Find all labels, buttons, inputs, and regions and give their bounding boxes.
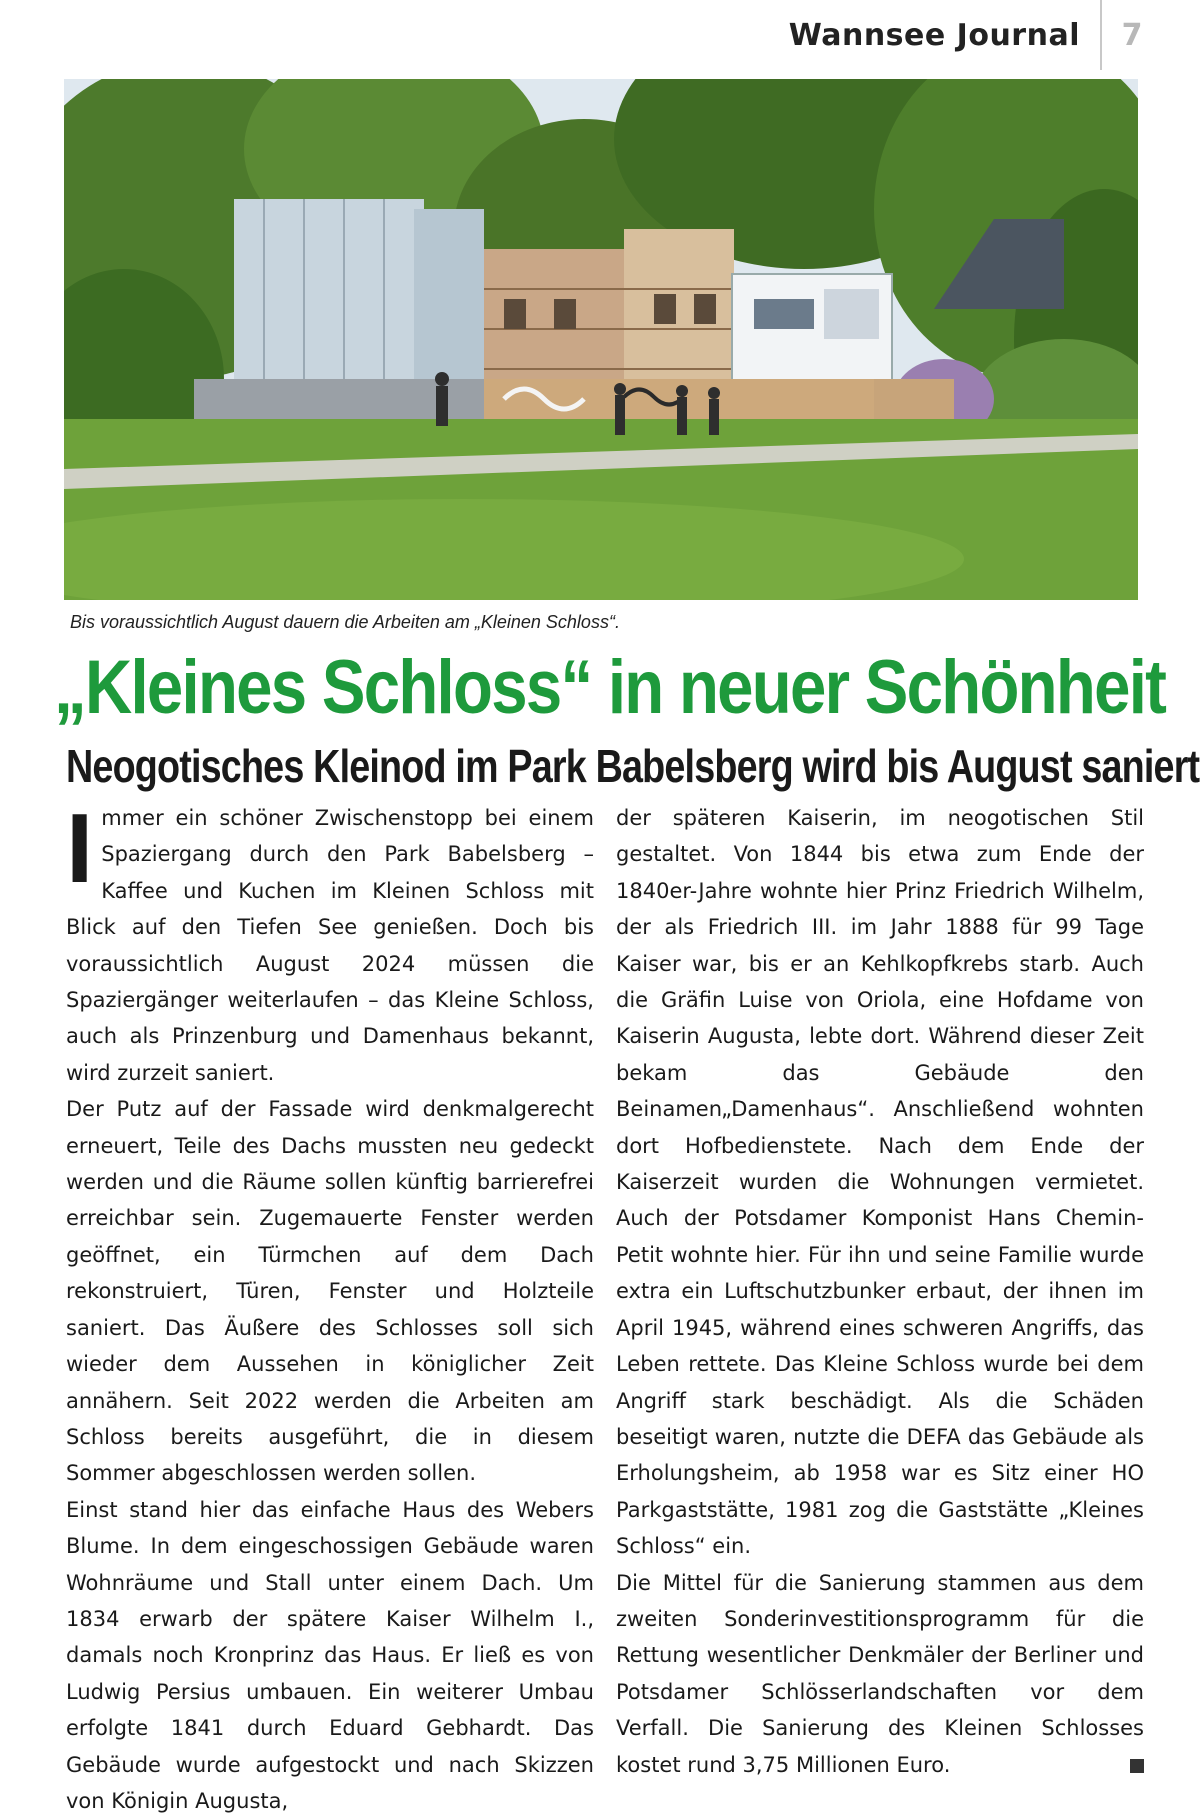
subheadline: Neogotisches Kleinod im Park Babelsberg wird bis August saniert bbox=[66, 740, 1200, 792]
page-number: 7 bbox=[1121, 18, 1143, 53]
paragraph-5 bbox=[616, 1565, 1144, 1783]
journal-title: Wannsee Journal bbox=[788, 18, 1080, 53]
paragraph-3: Einst stand hier das einfache Haus des Webers Blume. In dem eingeschossigen Gebäude waren Wohnräume und Stall unter einem Dach. Um 1834 erwarb der spätere Kaiser Wilhelm I., damals noch Kronprinz das Haus. Er ließ es von Ludwig Persius umbauen. Ein weiterer Umbau erfolgte 1841 durch Eduard Gebhardt. Das Gebäude wurde aufgestockt und nach Skizzen von Königin Augusta, bbox=[66, 1497, 594, 1813]
photo-caption: Bis voraussichtlich August dauern die Arbeiten am „Kleinen Schloss“. bbox=[70, 612, 620, 632]
paragraph-2: Der Putz auf der Fassade wird denkmalgerecht erneuert, Teile des Dachs mussten neu gedeckt werden und die Räume sollen künftig barrierefrei erreichbar sein. Zugemauerte Fenster werden geöffnet, ein Türmchen auf dem Dach rekonstruiert, Türen, Fenster und Holzteile saniert. Das Äußere des Schlosses soll sich wieder dem Aussehen in königlicher Zeit annähern. Seit 2022 werden die Arbeiten am Schloss bereits ausgeführt, die in diesem Sommer abgeschlossen werden sollen. bbox=[66, 1097, 594, 1486]
dropcap: I bbox=[66, 793, 94, 903]
header-divider bbox=[1100, 0, 1102, 70]
page-title: „Kleines Schloss“ in neuer Schönheit bbox=[54, 645, 1166, 730]
paragraph-1-text: mmer ein schöner Zwischenstopp bei einem Spaziergang durch den Park Babelsberg – Kaffee und Kuchen im Kleinen Schloss mit Blick auf den Tiefen See genießen. Doch bis voraussichtlich August 2024 müssen die Spaziergänger weiterlaufen – das Kleine Schloss, auch als Prinzenburg und Damenhaus bekannt, wird zurzeit saniert. bbox=[66, 806, 594, 1085]
end-of-article-icon bbox=[1130, 1759, 1144, 1773]
article-column-left bbox=[66, 793, 594, 1819]
paragraph-1 bbox=[66, 793, 594, 1091]
article-photo bbox=[64, 79, 1138, 600]
photo-icon bbox=[64, 79, 1138, 600]
article-column-right bbox=[616, 800, 1144, 1783]
paragraph-4: der späteren Kaiserin, im neogotischen Stil gestaltet. Von 1844 bis etwa zum Ende der 1840er-Jahre wohnte hier Prinz Friedrich Wilhelm, der als Friedrich III. im Jahr 1888 für 99 Tage Kaiser war, bis er an Kehlkopfkrebs starb. Auch die Gräfin Luise von Oriola, eine Hofdame von Kaiserin Augusta, lebte dort. Während dieser Zeit bekam das Gebäude den Beinamen„Damenhaus“. Anschließend wohnten dort Hofbedienstete. Nach dem Ende der Kaiserzeit wurden die Wohnungen vermietet. Auch der Potsdamer Komponist Hans Chemin-Petit wohnte hier. Für ihn und seine Familie wurde extra ein Luftschutzbunker erbaut, der ihnen im April 1945, während eines schweren Angriffs, das Leben rettete. Das Kleine Schloss wurde bei dem Angriff stark beschädigt. Als die Schäden beseitigt waren, nutzte die DEFA das Gebäude als Erholungsheim, ab 1958 war es Sitz einer HO Parkgaststätte, 1981 zog die Gaststätte „Kleines Schloss“ ein. bbox=[616, 806, 1144, 1559]
paragraph-5-text: Die Mittel für die Sanierung stammen aus dem zweiten Sonderinvestitionsprogramm für die Rettung wesentlicher Denkmäler der Berliner und Potsdamer Schlösserlandschaften vor dem Verfall. Die Sanierung des Kleinen Schlosses kostet rund 3,75 Millionen Euro. bbox=[616, 1570, 1144, 1777]
